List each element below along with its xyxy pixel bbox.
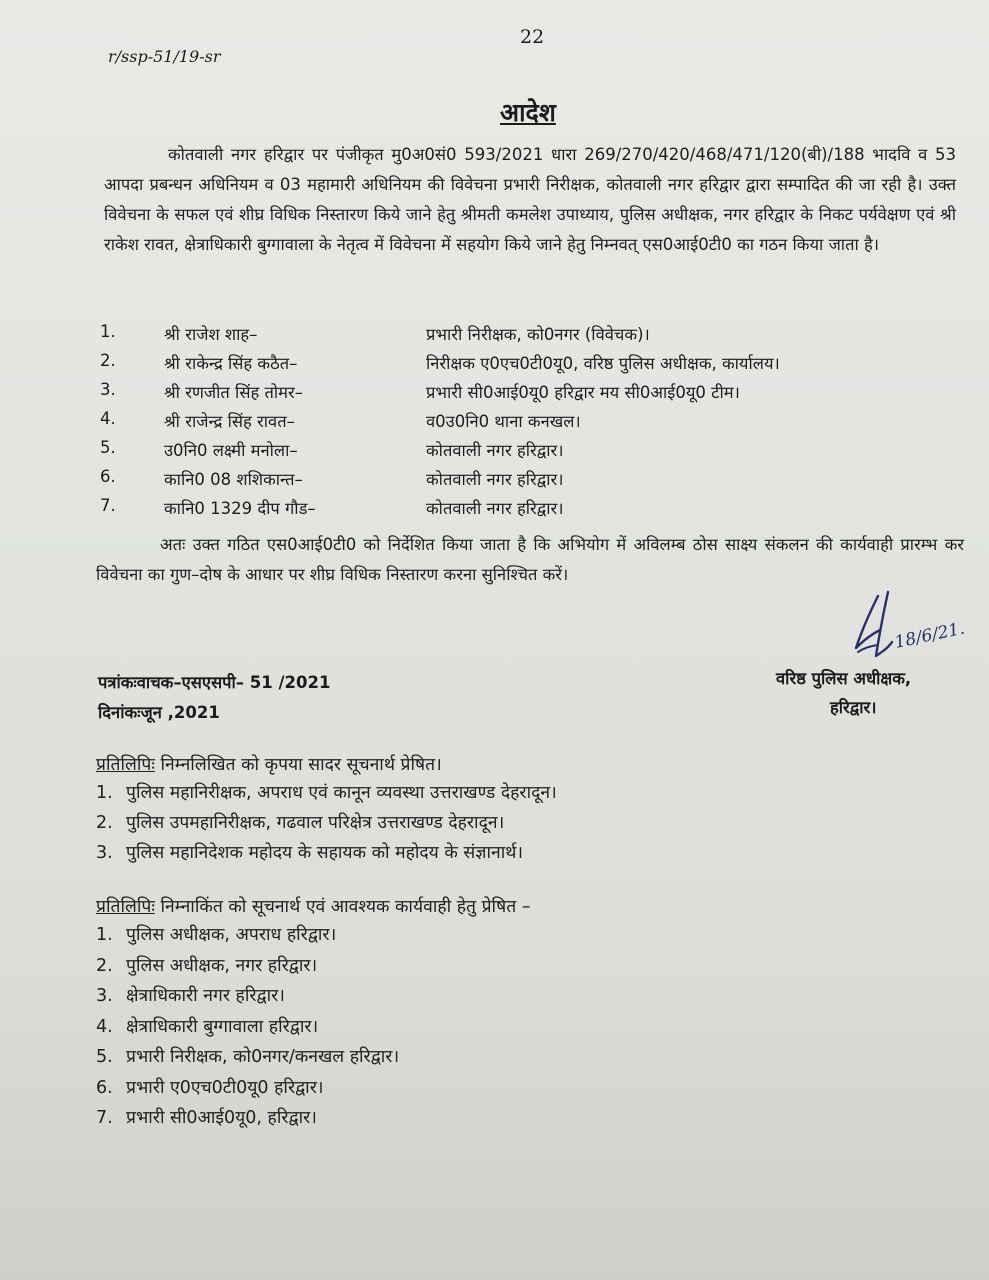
copy-recipient-text: पुलिस महानिरीक्षक, अपराध एवं कानून व्यवस्था उत्तराखण्ड देहरादून। xyxy=(126,783,557,803)
handwritten-signature xyxy=(848,590,988,670)
team-member-name: कानि0 1329 दीप गौड– xyxy=(164,499,316,518)
team-member-designation: प्रभारी निरीक्षक, को0नगर (विवेचक)। xyxy=(426,325,650,344)
copy-recipient-text: पुलिस महानिदेशक महोदय के सहायक को महोदय के संज्ञानार्थ। xyxy=(126,843,524,863)
letter-date: दिनांकःजून ,2021 xyxy=(98,703,220,722)
copy-heading-label: प्रतिलिपिः xyxy=(96,755,155,775)
team-member-number: 7. xyxy=(100,496,116,515)
team-member-row xyxy=(96,409,956,438)
order-title: आदेश xyxy=(500,98,556,127)
order-paragraph: कोतवाली नगर हरिद्वार पर पंजीकृत मु0अ0सं0 593/2021 धारा 269/270/420/468/471/120(बी)/188 भादवि व 53 आपदा प्रबन्धन अधिनियम व 03 महामारी अधिनियम की विवेचना प्रभारी निरीक्षक, कोतवाली नगर हरिद्वार द्वारा सम्पादित की जा रही है। उक्त विवेचना के सफल एवं शीघ्र विधिक निस्तारण किये जाने हेतु श्रीमती कमलेश उपाध्याय, पुलिस अधीक्षक, नगर हरिद्वार के निकट पर्यवेक्षण एवं श्री राकेश रावत, क्षेत्राधिकारी बुग्गावाला के नेतृत्व में विवेचना में सहयोग किये जाने हेतु निम्नवत् एस0आई0टी0 का गठन किया जाता है। xyxy=(104,145,956,254)
team-member-name: उ0नि0 लक्ष्मी मनोला– xyxy=(164,441,298,460)
team-member-number: 1. xyxy=(100,322,116,341)
copy-heading-text: निम्नलिखित को कृपया सादर सूचनार्थ प्रेषित। xyxy=(160,755,442,775)
team-member-row xyxy=(96,467,956,496)
copy-recipient-text: क्षेत्राधिकारी बुग्गावाला हरिद्वार। xyxy=(126,1016,319,1037)
team-member-name: श्री रणजीत सिंह तोमर– xyxy=(164,383,304,402)
team-member-designation: निरीक्षक ए0एच0टी0यू0, वरिष्ठ पुलिस अधीक्षक, कार्यालय। xyxy=(426,354,780,373)
team-member-designation: कोतवाली नगर हरिद्वार। xyxy=(426,470,564,489)
team-member-designation: व0उ0नि0 थाना कनखल। xyxy=(426,412,581,431)
copy-recipient-number: 3. xyxy=(96,986,113,1006)
copy-heading xyxy=(96,894,531,918)
copy-recipient-number: 7. xyxy=(96,1108,113,1128)
copy-recipient-number: 1. xyxy=(96,783,113,803)
copy-recipient-number: 1. xyxy=(96,925,113,945)
team-member-name: श्री राजेश शाह– xyxy=(164,325,258,344)
team-member-name: श्री राकेन्द्र सिंह कठैत– xyxy=(164,354,298,373)
sit-team-list xyxy=(96,322,956,525)
copy-heading-label: प्रतिलिपिः xyxy=(96,897,155,917)
team-member-row xyxy=(96,380,956,409)
team-member-number: 3. xyxy=(100,380,116,399)
copy-recipient xyxy=(96,1103,531,1134)
copy-recipient-text: प्रभारी ए0एच0टी0यू0 हरिद्वार। xyxy=(126,1077,324,1098)
copy-recipient-number: 4. xyxy=(96,1016,113,1037)
copy-recipient-text: क्षेत्राधिकारी नगर हरिद्वार। xyxy=(126,986,285,1006)
team-member-number: 2. xyxy=(100,351,116,370)
copy-recipient-number: 2. xyxy=(96,955,113,976)
copy-recipient-number: 3. xyxy=(96,843,113,863)
copy-recipient-text: पुलिस अधीक्षक, अपराध हरिद्वार। xyxy=(126,925,337,945)
copy-recipient-text: पुलिस उपमहानिरीक्षक, गढवाल परिक्षेत्र उत्तराखण्ड देहरादून। xyxy=(126,813,505,833)
copy-recipient xyxy=(96,1042,531,1073)
copy-recipient xyxy=(96,1012,531,1043)
page-number: 22 xyxy=(520,26,545,48)
directive-paragraph: अतः उक्त गठित एस0आई0टी0 को निर्देशित किया जाता है कि अभियोग में अविलम्ब ठोस साक्ष्य संकलन की कार्यवाही प्रारम्भ कर विवेचना का गुण–दोष के आधार पर शीघ्र विधिक निस्तारण करना सुनिश्चित करें। xyxy=(96,535,964,584)
copy-recipient-number: 2. xyxy=(96,813,113,833)
team-member-number: 4. xyxy=(100,409,116,428)
signature-date: 18/6/21. xyxy=(892,618,967,653)
team-member-name: कानि0 08 शशिकान्त– xyxy=(164,470,303,489)
copy-recipient xyxy=(96,920,531,951)
copy-recipient-text: प्रभारी सी0आई0यू0, हरिद्वार। xyxy=(126,1108,317,1128)
copy-recipient-number: 5. xyxy=(96,1047,113,1067)
copy-recipient xyxy=(96,778,557,808)
team-member-row xyxy=(96,351,956,380)
team-member-designation: कोतवाली नगर हरिद्वार। xyxy=(426,441,564,460)
signatory-place: हरिद्वार। xyxy=(830,698,877,717)
team-member-number: 5. xyxy=(100,438,116,457)
copy-recipient-number: 6. xyxy=(96,1077,113,1098)
copy-recipient-text: प्रभारी निरीक्षक, को0नगर/कनखल हरिद्वार। xyxy=(126,1047,400,1067)
copy-heading-text: निम्नाकिंत को सूचनार्थ एवं आवश्यक कार्यवाही हेतु प्रेषित – xyxy=(160,897,531,917)
signatory-title: वरिष्ठ पुलिस अधीक्षक, xyxy=(776,669,912,688)
copy-list-2 xyxy=(96,894,531,1134)
copy-heading xyxy=(96,752,557,776)
copy-recipient xyxy=(96,838,557,868)
copy-recipient xyxy=(96,981,531,1012)
team-member-name: श्री राजेन्द्र सिंह रावत– xyxy=(164,412,295,431)
copy-recipient xyxy=(96,951,531,982)
copy-recipient-text: पुलिस अधीक्षक, नगर हरिद्वार। xyxy=(126,955,318,976)
team-member-row xyxy=(96,438,956,467)
team-member-designation: प्रभारी सी0आई0यू0 हरिद्वार मय सी0आई0यू0 टीम। xyxy=(426,383,740,402)
reference-code: r/ssp-51/19-sr xyxy=(108,47,221,66)
team-member-row xyxy=(96,496,956,525)
letter-number: पत्रांकःवाचक–एसएसपी– 51 /2021 xyxy=(98,673,331,692)
team-member-designation: कोतवाली नगर हरिद्वार। xyxy=(426,499,564,518)
copy-list-1 xyxy=(96,752,557,868)
copy-recipient xyxy=(96,808,557,838)
team-member-number: 6. xyxy=(100,467,116,486)
copy-recipient xyxy=(96,1073,531,1104)
team-member-row xyxy=(96,322,956,351)
